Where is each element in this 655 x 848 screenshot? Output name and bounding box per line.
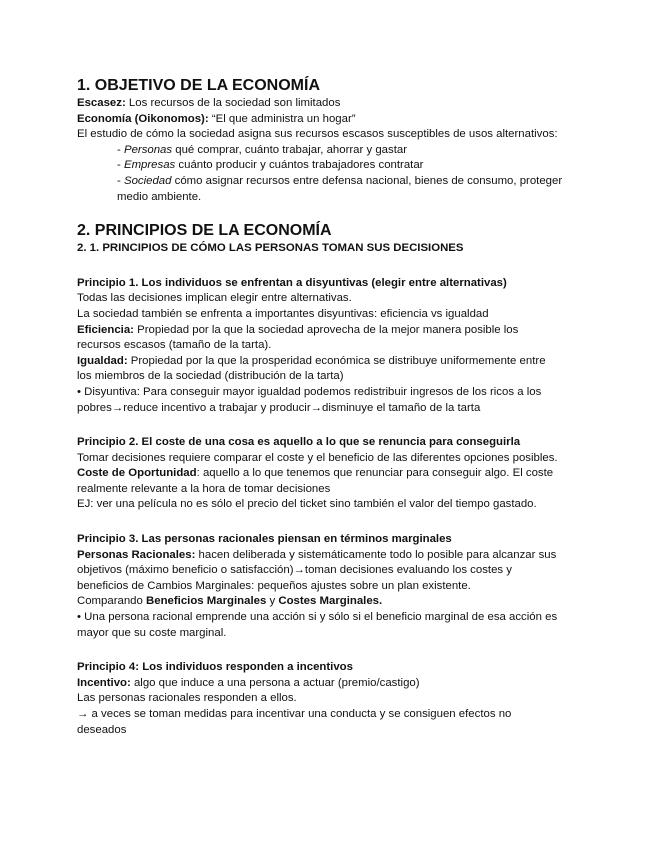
incentivo-label: Incentivo: — [77, 676, 131, 689]
bullet-sociedad-cont: medio ambiente. — [117, 190, 202, 203]
comparando-pre: Comparando — [77, 595, 147, 608]
personas-text: qué comprar, cuánto trabajar, ahorrar y gastar — [172, 143, 407, 156]
eficiencia-line — [77, 323, 585, 339]
personas-racionales-label: Personas Racionales: — [77, 548, 196, 561]
escasez-text: Los recursos de la sociedad son limitados — [125, 97, 341, 109]
comparando-line — [77, 594, 585, 610]
principle-3-title: Principio 3. Las personas racionales piensan en términos marginales — [77, 533, 452, 546]
coste-oportunidad-text: : aquello a lo que tenemos que renunciar para conseguir algo. El coste — [196, 467, 554, 480]
igualdad-text: Propiedad por la que la prosperidad económica se distribuye uniformemente entre — [127, 354, 546, 367]
economia-line — [77, 112, 585, 128]
igualdad-line — [77, 354, 585, 370]
estudio-line: El estudio de cómo la sociedad asigna sus recursos escasos susceptibles de usos alternativos: — [77, 128, 558, 141]
economia-label: Economía (Oikonomos): — [77, 112, 209, 125]
costes-marginales: Costes Marginales. — [278, 595, 383, 608]
p4-line-4: deseados — [77, 723, 127, 736]
sociedad-text: cómo asignar recursos entre defensa nacional, bienes de consumo, proteger — [171, 174, 563, 187]
p4-line-2: Las personas racionales responden a ellos. — [77, 692, 297, 705]
bullet-dash: - — [117, 174, 124, 187]
beneficios-marginales: Beneficios Marginales — [146, 595, 267, 608]
coste-oportunidad-label: Coste de Oportunidad — [77, 467, 197, 480]
escasez-label: Escasez: — [77, 97, 126, 109]
disyuntiva-line-1: • Disyuntiva: Para conseguir mayor igualdad podemos redistribuir ingresos de los ricos a los — [77, 385, 542, 398]
eficiencia-text: Propiedad por la que la sociedad aprovecha de la mejor manera posible los — [133, 323, 519, 336]
bullet-personas — [77, 143, 585, 159]
empresas-text: cuánto producir y cuántos trabajadores contratar — [175, 159, 424, 172]
personas-racionales-text: hacen deliberada y sistemáticamente todo lo posible para alcanzar sus — [195, 548, 557, 561]
bullet-dash: - — [117, 143, 124, 156]
bullet-dash: - — [117, 159, 124, 172]
principle-1-title: Principio 1. Los individuos se enfrentan a disyuntivas (elegir entre alternativas) — [77, 276, 507, 289]
igualdad-cont: los miembros de la sociedad (distribución de la tarta) — [77, 370, 344, 383]
empresas-term: Empresas — [123, 159, 176, 172]
document-page — [77, 76, 585, 738]
p3-bullet-line-2: mayor que su coste marginal. — [77, 626, 227, 639]
ejemplo-line: EJ: ver una película no es sólo el precio del ticket sino también el valor del tiempo gastado. — [77, 498, 537, 511]
bullet-sociedad — [77, 174, 585, 190]
personas-racionales-cont-1: objetivos (máximo beneficio o satisfacción)→toman decisiones evaluando los costes y — [77, 564, 512, 577]
p2-line-1: Tomar decisiones requiere comparar el coste y el beneficio de las diferentes opciones posibles. — [77, 451, 558, 464]
coste-oportunidad-cont: realmente relevante a la hora de tomar decisiones — [77, 482, 331, 495]
incentivo-text: algo que induce a una persona a actuar (premio/castigo) — [130, 676, 420, 689]
igualdad-label: Igualdad: — [77, 354, 128, 367]
sociedad-term: Sociedad — [123, 174, 172, 187]
p4-line-3: → a veces se toman medidas para incentivar una conducta y se consiguen efectos no — [77, 708, 512, 720]
p3-bullet-line-1: • Una persona racional emprende una acción si y sólo si el beneficio marginal de esa acción es — [77, 611, 558, 624]
eficiencia-label: Eficiencia: — [77, 323, 134, 336]
principle-4-title: Principio 4: Los individuos responden a incentivos — [77, 661, 353, 674]
eficiencia-cont: recursos escasos (tamaño de la tarta). — [77, 339, 272, 352]
section-2-1-title: 2. 1. PRINCIPIOS DE CÓMO LAS PERSONAS TOMAN SUS DECISIONES — [77, 242, 464, 255]
comparando-mid: y — [266, 595, 279, 608]
p1-line-1: Todas las decisiones implican elegir entre alternativas. — [77, 292, 352, 305]
escasez-line — [77, 96, 585, 112]
personas-racionales-cont-2: beneficios de Cambios Marginales: pequeños ajustes sobre un plan existente. — [77, 579, 471, 592]
section-2-title: 2. PRINCIPIOS DE LA ECONOMÍA — [77, 222, 332, 240]
incentivo-line — [77, 676, 585, 692]
economia-text: “El que administra un hogar” — [208, 112, 356, 125]
coste-oportunidad-line — [77, 466, 585, 482]
disyuntiva-line-2: pobres→reduce incentivo a trabajar y producir→disminuye el tamaño de la tarta — [77, 401, 481, 414]
principle-2-title: Principio 2. El coste de una cosa es aquello a lo que se renuncia para conseguirla — [77, 436, 521, 449]
personas-racionales-line — [77, 548, 585, 564]
p1-line-2: La sociedad también se enfrenta a importantes disyuntivas: eficiencia vs igualdad — [77, 307, 489, 320]
personas-term: Personas — [123, 143, 173, 156]
section-1-title: 1. OBJETIVO DE LA ECONOMÍA — [77, 77, 320, 94]
bullet-empresas — [77, 158, 585, 174]
